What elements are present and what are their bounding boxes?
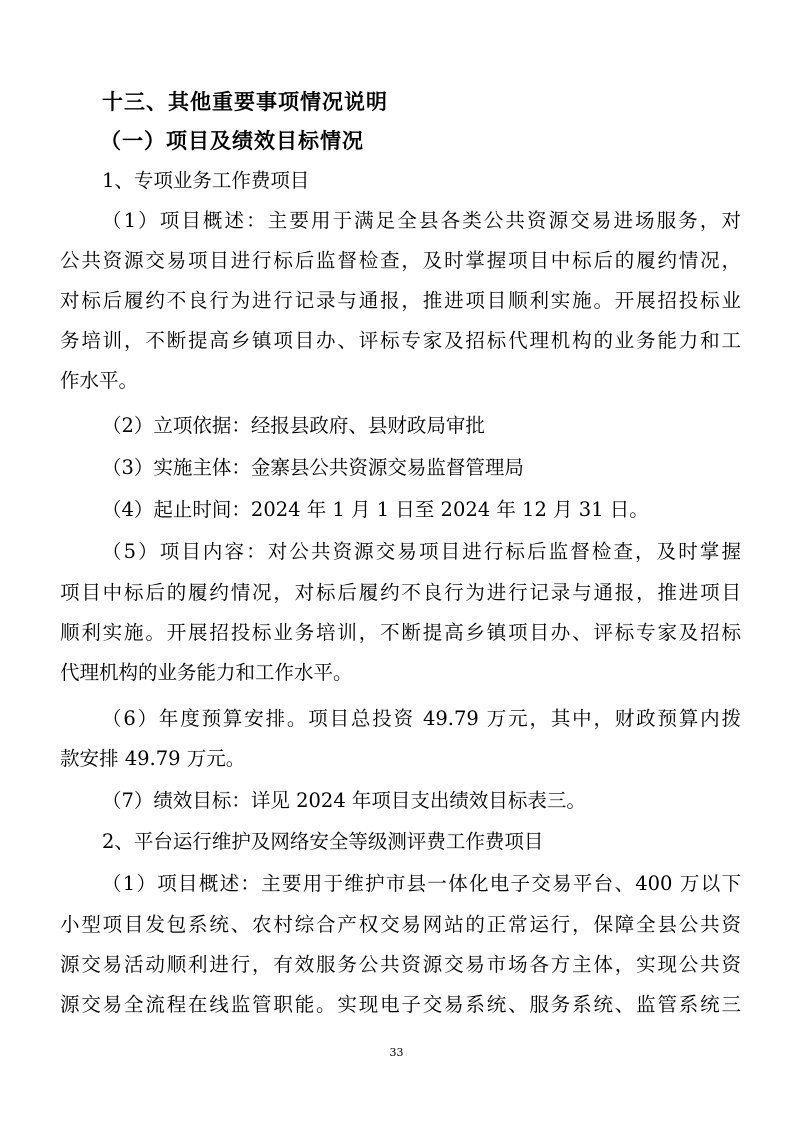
paragraph-line: 作水平。: [60, 369, 139, 392]
paragraph-line: 公共资源交易项目进行标后监督检查，及时掌握项目中标后的履约情况，: [60, 249, 741, 272]
paragraph-line: 小型项目发包系统、农村综合产权交易网站的正常运行，保障全县公共资: [60, 913, 741, 936]
paragraph-line: （3）实施主体：金寨县公共资源交易监督管理局: [102, 456, 524, 479]
page-number: 33: [389, 1046, 404, 1059]
paragraph-line: 务培训，不断提高乡镇项目办、评标专家及招标代理机构的业务能力和工: [60, 329, 741, 352]
paragraph-line: 代理机构的业务能力和工作水平。: [60, 661, 353, 684]
section-heading: 十三、其他重要事项情况说明: [102, 90, 388, 114]
paragraph-line: （1）项目概述：主要用于满足全县各类公共资源交易进场服务，对: [102, 209, 741, 232]
item-title-2: 2、平台运行维护及网络安全等级测评费工作费项目: [102, 830, 544, 853]
subsection-heading: （一）项目及绩效目标情况: [100, 129, 364, 153]
paragraph-line: （5）项目内容：对公共资源交易项目进行标后监督检查，及时掌握: [102, 540, 741, 563]
paragraph-line: 项目中标后的履约情况，对标后履约不良行为进行记录与通报，推进项目: [60, 581, 741, 604]
paragraph-line: 款安排 49.79 万元。: [60, 747, 246, 770]
paragraph-line: （1）项目概述：主要用于维护市县一体化电子交易平台、400 万以下: [102, 872, 741, 895]
paragraph-line: （7）绩效目标：详见 2024 年项目支出绩效目标表三。: [102, 789, 586, 812]
paragraph-line: 顺利实施。开展招投标业务培训，不断提高乡镇项目办、评标专家及招标: [60, 621, 741, 644]
paragraph-line: （2）立项依据：经报县政府、县财政局审批: [102, 414, 485, 437]
paragraph-line: 源交易全流程在线监管职能。实现电子交易系统、服务系统、监管系统三: [60, 993, 741, 1016]
item-title-1: 1、专项业务工作费项目: [102, 169, 310, 192]
paragraph-line: 对标后履约不良行为进行记录与通报，推进项目顺利实施。开展招投标业: [60, 289, 741, 312]
paragraph-line: 源交易活动顺利进行，有效服务公共资源交易市场各方主体，实现公共资: [60, 953, 741, 976]
paragraph-line: （4）起止时间：2024 年 1 月 1 日至 2024 年 12 月 31 日。: [102, 498, 649, 521]
paragraph-line: （6）年度预算安排。项目总投资 49.79 万元，其中，财政预算内拨: [102, 707, 741, 730]
